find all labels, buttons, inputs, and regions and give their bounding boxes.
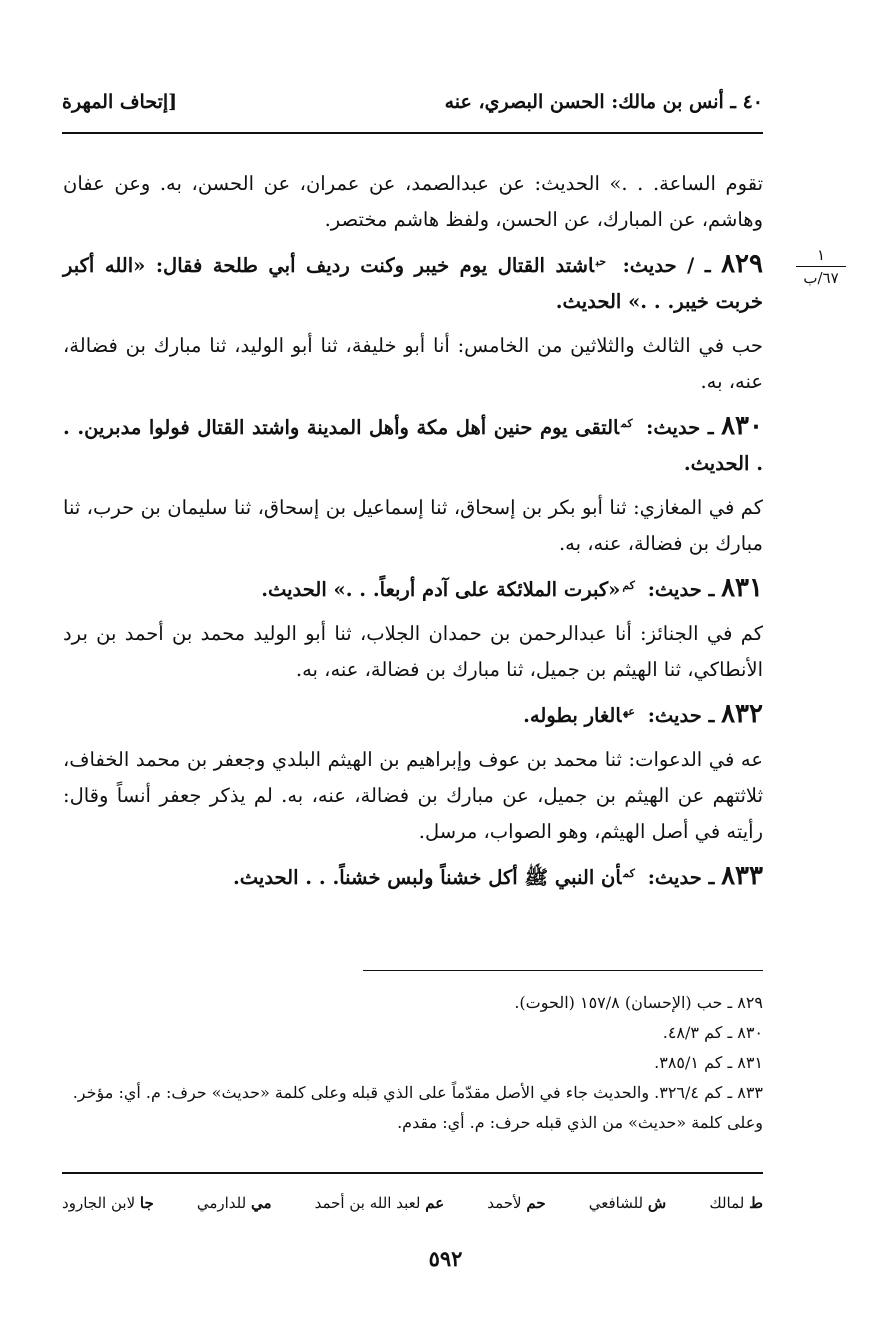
abbreviation-item xyxy=(589,1190,667,1216)
abbreviation-name: للدارمي xyxy=(196,1194,247,1212)
abbreviation-item xyxy=(315,1190,445,1216)
hadith-label: حديث: xyxy=(647,866,702,889)
siglum-mark: عه xyxy=(623,704,635,718)
hadith-text: «كبرت الملائكة على آدم أربعاً. . .» الحديث. xyxy=(261,578,621,601)
footnote-item: ٨٣١ ـ كم ٣٨٥/١. xyxy=(654,1053,763,1072)
abbreviation-code: عم xyxy=(425,1194,445,1212)
margin-note-rule xyxy=(796,266,846,267)
hadith-separator: ـ xyxy=(708,704,715,727)
abbreviation-code: مي xyxy=(250,1194,272,1212)
page-header xyxy=(62,84,763,120)
abbreviation-name: لابن الجارود xyxy=(62,1194,136,1212)
hadith-separator: ـ xyxy=(708,578,715,601)
hadith-number: ٨٣٢ xyxy=(721,699,763,729)
isnad-paragraph: عه في الدعوات: ثنا محمد بن عوف وإبراهيم بن الهيثم البلدي وجعفر بن محمد الخفاف، ثلاثتهم عن الهيثم بن جميل، عن مبارك بن فضالة، عنه، به. لم يذكر جعفر أنساً وقال: رأيته في أصل الهيثم، وهو الصواب، مرسل. xyxy=(63,748,763,843)
main-body xyxy=(63,166,763,904)
book-title: [إتحاف المهرة xyxy=(62,91,178,113)
isnad-paragraph: حب في الثالث والثلاثين من الخامس: أنا أبو خليفة، ثنا أبو الوليد، ثنا مبارك بن فضالة، عنه، به. xyxy=(63,334,763,393)
isnad-paragraph: كم في الجنائز: أنا عبدالرحمن بن حمدان الجلاب، ثنا أبو الوليد محمد بن أحمد بن برد الأنطاكي، ثنا الهيثم بن جميل، ثنا مبارك بن فضالة، عنه، به. xyxy=(63,622,763,681)
footnotes xyxy=(63,988,763,1138)
abbreviation-item xyxy=(709,1190,763,1216)
abbreviation-name: لأحمد xyxy=(487,1194,522,1212)
siglum-mark: حب xyxy=(595,254,607,268)
margin-note-top: ١ xyxy=(816,246,826,264)
margin-note-bottom: ٦٧/ب xyxy=(803,269,839,287)
abbreviation-name: للشافعي xyxy=(588,1194,644,1212)
hadith-label: حديث: xyxy=(622,254,677,277)
hadith-label: حديث: xyxy=(647,704,702,727)
hadith-label: حديث: xyxy=(647,578,702,601)
isnad-paragraph: تقوم الساعة. . .» الحديث: عن عبدالصمد، عن عمران، عن الحسن، به. وعن عفان وهاشم، عن المبارك، عن الحسن، ولفظ هاشم مختصر. xyxy=(63,172,763,231)
abbreviation-name: لعبد الله بن أحمد xyxy=(314,1194,421,1212)
hadith-entry xyxy=(63,858,763,896)
hadith-number: ٨٣٣ xyxy=(721,861,763,891)
isnad-paragraph: كم في المغازي: ثنا أبو بكر بن إسحاق، ثنا إسماعيل بن إسحاق، ثنا سليمان بن حرب، ثنا مبارك بن فضالة، عنه، به. xyxy=(63,496,763,555)
hadith-entry xyxy=(63,696,763,734)
abbreviation-item xyxy=(197,1190,272,1216)
page-number: ٥٩٢ xyxy=(428,1246,463,1271)
hadith-number: ٨٣١ xyxy=(721,573,763,603)
footnote-item: ٨٣٠ ـ كم ٤٨/٣. xyxy=(662,1023,763,1042)
hadith-text: أن النبي ﷺ أكل خشناً ولبس خشناً. . . الحديث. xyxy=(232,866,622,889)
running-title: ٤٠ ـ أنس بن مالك: الحسن البصري، عنه xyxy=(444,91,763,113)
abbreviation-item xyxy=(487,1190,545,1216)
hadith-entry xyxy=(63,570,763,608)
hadith-text: الغار بطوله. xyxy=(523,704,622,727)
footnote-item: ٨٢٩ ـ حب (الإحسان) ١٥٧/٨ (الحوت). xyxy=(514,993,763,1012)
hadith-separator: ـ / xyxy=(687,254,711,277)
hadith-label: حديث: xyxy=(646,416,701,439)
hadith-text: اشتد القتال يوم خيبر وكنت رديف أبي طلحة فقال: «الله أكبر خربت خيبر. . .» الحديث. xyxy=(63,254,763,313)
abbreviations-rule xyxy=(62,1172,763,1174)
abbreviation-code: حم xyxy=(526,1194,546,1212)
margin-folio-note xyxy=(792,246,850,287)
abbreviation-code: ش xyxy=(647,1194,667,1212)
siglum-mark: كم xyxy=(623,866,635,880)
abbreviation-name: لمالك xyxy=(709,1194,745,1212)
abbreviation-code: جا xyxy=(139,1194,154,1212)
hadith-separator: ـ xyxy=(707,416,714,439)
siglum-mark: كم xyxy=(622,578,635,592)
hadith-entry xyxy=(63,408,763,482)
abbreviation-item xyxy=(62,1190,154,1216)
hadith-entry xyxy=(63,246,763,320)
hadith-text: التقى يوم حنين أهل مكة وأهل المدينة واشتد القتال فولوا مدبرين. . . الحديث. xyxy=(63,416,763,475)
siglum-mark: كم xyxy=(621,416,633,430)
hadith-number: ٨٢٩ xyxy=(721,249,763,279)
footnote-item: ٨٣٣ ـ كم ٣٢٦/٤. والحديث جاء في الأصل مقدّماً على الذي قبله وعلى كلمة «حديث» حرف: م. أي: مؤخر. وعلى كلمة «حديث» من الذي قبله حرف: م. أي: مقدم. xyxy=(72,1083,763,1132)
footnote-rule xyxy=(363,970,763,971)
abbreviation-code: ط xyxy=(749,1194,763,1212)
hadith-separator: ـ xyxy=(708,866,715,889)
hadith-number: ٨٣٠ xyxy=(721,411,763,441)
header-rule xyxy=(62,132,763,134)
abbreviations-key xyxy=(62,1190,763,1216)
